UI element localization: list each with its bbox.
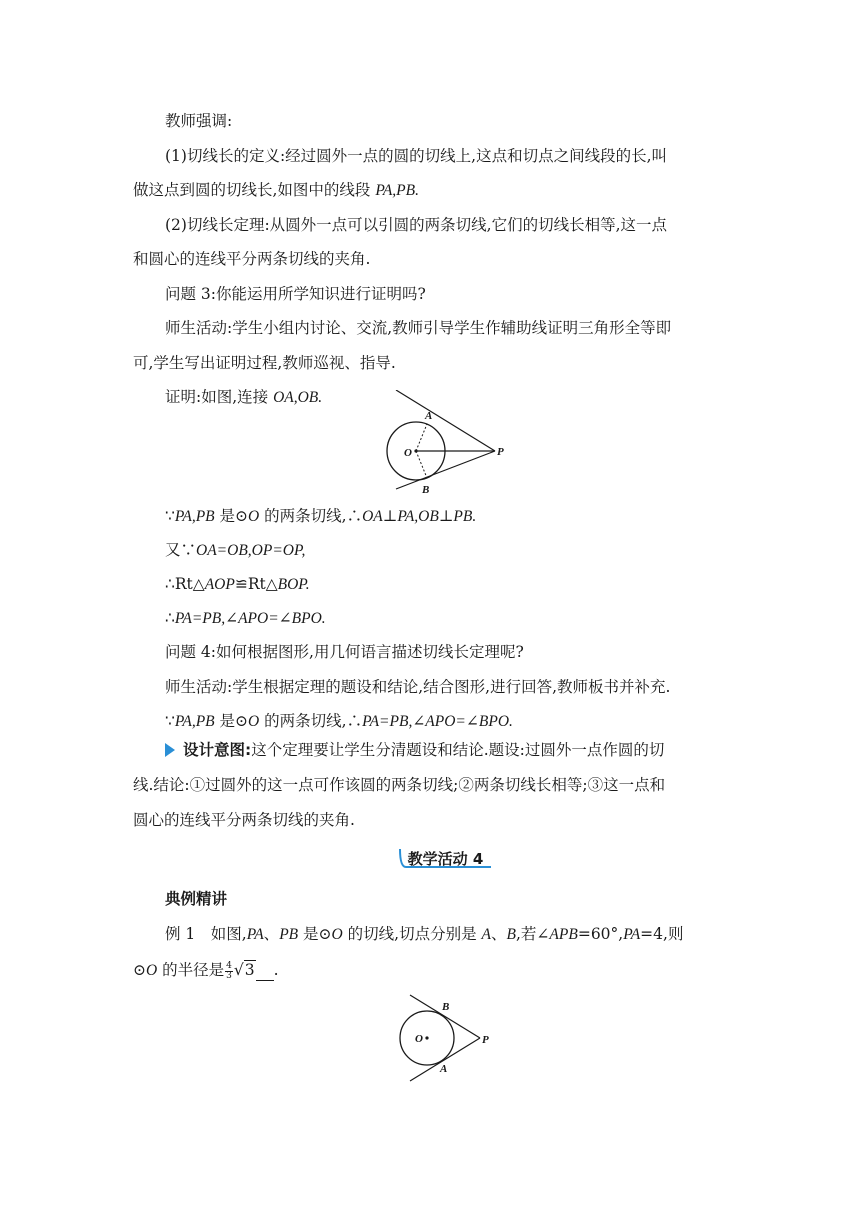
fraction-denominator: 3 xyxy=(226,970,232,981)
math-text: PA=PB,∠APO=∠BPO. xyxy=(174,610,326,627)
text: 的半径是 xyxy=(157,961,225,979)
label-a: A xyxy=(440,1063,448,1075)
geometric-statement xyxy=(165,711,513,732)
math-text: A xyxy=(481,926,492,943)
activity-line-2 xyxy=(133,353,396,373)
text: 教师强调: xyxy=(165,112,233,130)
proof-step-2 xyxy=(165,540,305,561)
text: ∵ xyxy=(165,507,175,525)
design-intent-line-3 xyxy=(133,810,355,830)
math-text: PA xyxy=(623,926,641,943)
text: 是⊙ xyxy=(298,925,332,943)
tangent-figure-2 xyxy=(380,993,510,1088)
math-text: B xyxy=(506,926,516,943)
text: ⊙ xyxy=(133,961,146,979)
math-text: PB xyxy=(279,926,299,943)
math-text: PA,PB xyxy=(174,508,215,525)
text: 可,学生写出证明过程,教师巡视、指导. xyxy=(133,354,396,372)
text: 圆心的连线平分两条切线的夹角. xyxy=(133,811,355,829)
question-4 xyxy=(165,642,524,662)
text: 、 xyxy=(491,925,507,943)
text: . xyxy=(273,961,279,979)
heading-teacher-emphasis xyxy=(165,111,232,131)
math-text: PA xyxy=(246,926,264,943)
text: 又∵ xyxy=(165,541,197,559)
answer-fraction xyxy=(225,962,233,981)
text: =4,则 xyxy=(640,925,684,943)
text: 是⊙ xyxy=(214,712,249,730)
segment-ob xyxy=(416,451,427,478)
example-1-line-1 xyxy=(165,924,683,945)
text: ∵ xyxy=(165,712,175,730)
design-intent-marker-icon xyxy=(165,743,175,757)
text: 线.结论:①过圆外的这一点可作该圆的两条切线;②两条切线长相等;③这一点和 xyxy=(133,776,666,794)
text: ,若∠ xyxy=(516,925,550,943)
math-text: OA,OB. xyxy=(273,389,323,406)
proof-step-3 xyxy=(165,574,310,595)
label-o: O xyxy=(404,447,412,459)
math-text: OA⊥PA,OB⊥PB. xyxy=(362,508,477,525)
math-text: O xyxy=(146,962,158,979)
design-intent-label: 设计意图: xyxy=(183,741,252,759)
text: 典例精讲 xyxy=(165,890,228,908)
text: 的切线,切点分别是 xyxy=(342,925,482,943)
math-text: O xyxy=(248,508,260,525)
example-1-line-2 xyxy=(133,960,279,981)
math-text: PA,PB. xyxy=(375,182,419,199)
text: 的两条切线,∴ xyxy=(259,507,363,525)
section-banner xyxy=(398,845,493,871)
text: (1)切线长的定义:经过圆外一点的圆的切线上,这点和切点之间线段的长,叫 xyxy=(165,147,668,165)
text: 证明:如图,连接 xyxy=(165,388,274,406)
math-text: O xyxy=(331,926,343,943)
math-text: OA=OB,OP=OP, xyxy=(196,542,306,559)
radicand: 3 xyxy=(244,961,255,979)
answer-sqrt: √3 xyxy=(233,961,255,979)
proof-step-1 xyxy=(165,506,476,527)
definition-line-1 xyxy=(165,146,667,166)
label-o: O xyxy=(415,1033,423,1045)
text: ≌Rt△ xyxy=(234,575,278,593)
proof-intro xyxy=(165,387,322,408)
banner-title: 教学活动 4 xyxy=(407,850,484,868)
math-text: APB xyxy=(549,926,578,943)
center-dot xyxy=(414,449,417,452)
center-dot xyxy=(425,1036,428,1039)
label-b: B xyxy=(442,1001,450,1013)
activity-line-1 xyxy=(165,318,671,338)
text: =60°, xyxy=(577,925,624,943)
fraction-numerator: 4 xyxy=(226,960,232,971)
math-text: PA,PB xyxy=(174,713,215,730)
text: 这个定理要让学生分清题设和结论.题设:过圆外一点作圆的切 xyxy=(251,741,665,759)
segment-oa xyxy=(416,424,427,451)
tangent-line-pa xyxy=(396,390,495,451)
design-intent-line-2 xyxy=(133,775,665,795)
text: 做这点到圆的切线长,如图中的线段 xyxy=(133,181,376,199)
label-p: P xyxy=(497,446,504,458)
text: ∴ xyxy=(165,609,175,627)
text: 师生活动:学生小组内讨论、交流,教师引导学生作辅助线证明三角形全等即 xyxy=(165,319,672,337)
text: 和圆心的连线平分两条切线的夹角. xyxy=(133,250,371,268)
text: 、 xyxy=(263,925,280,943)
definition-line-2 xyxy=(133,180,419,201)
text: (2)切线长定理:从圆外一点可以引圆的两条切线,它们的切线长相等,这一点 xyxy=(165,216,668,234)
math-text: PA=PB,∠APO=∠BPO. xyxy=(362,713,513,730)
text: 例 1 如图, xyxy=(165,925,247,943)
proof-step-4 xyxy=(165,608,326,629)
example-heading xyxy=(165,889,227,909)
theorem-line-2 xyxy=(133,249,370,269)
answer-blank xyxy=(256,966,274,981)
text: 师生活动:学生根据定理的题设和结论,结合图形,进行回答,教师板书并补充. xyxy=(165,678,671,696)
text: ∴Rt△ xyxy=(165,575,205,593)
tangent-figure-1 xyxy=(370,390,510,500)
math-text: AOP xyxy=(204,576,235,593)
activity-2 xyxy=(165,677,670,697)
text: 问题 4:如何根据图形,用几何语言描述切线长定理呢? xyxy=(165,643,524,661)
label-a: A xyxy=(425,410,433,422)
math-text: O xyxy=(248,713,260,730)
theorem-line-1 xyxy=(165,215,667,235)
design-intent-line-1 xyxy=(183,740,664,760)
text: 的两条切线,∴ xyxy=(259,712,363,730)
question-3 xyxy=(165,284,426,304)
text: 是⊙ xyxy=(214,507,249,525)
label-p: P xyxy=(482,1034,489,1046)
label-b: B xyxy=(422,484,430,496)
math-text: BOP. xyxy=(277,576,310,593)
text: 问题 3:你能运用所学知识进行证明吗? xyxy=(165,285,426,303)
